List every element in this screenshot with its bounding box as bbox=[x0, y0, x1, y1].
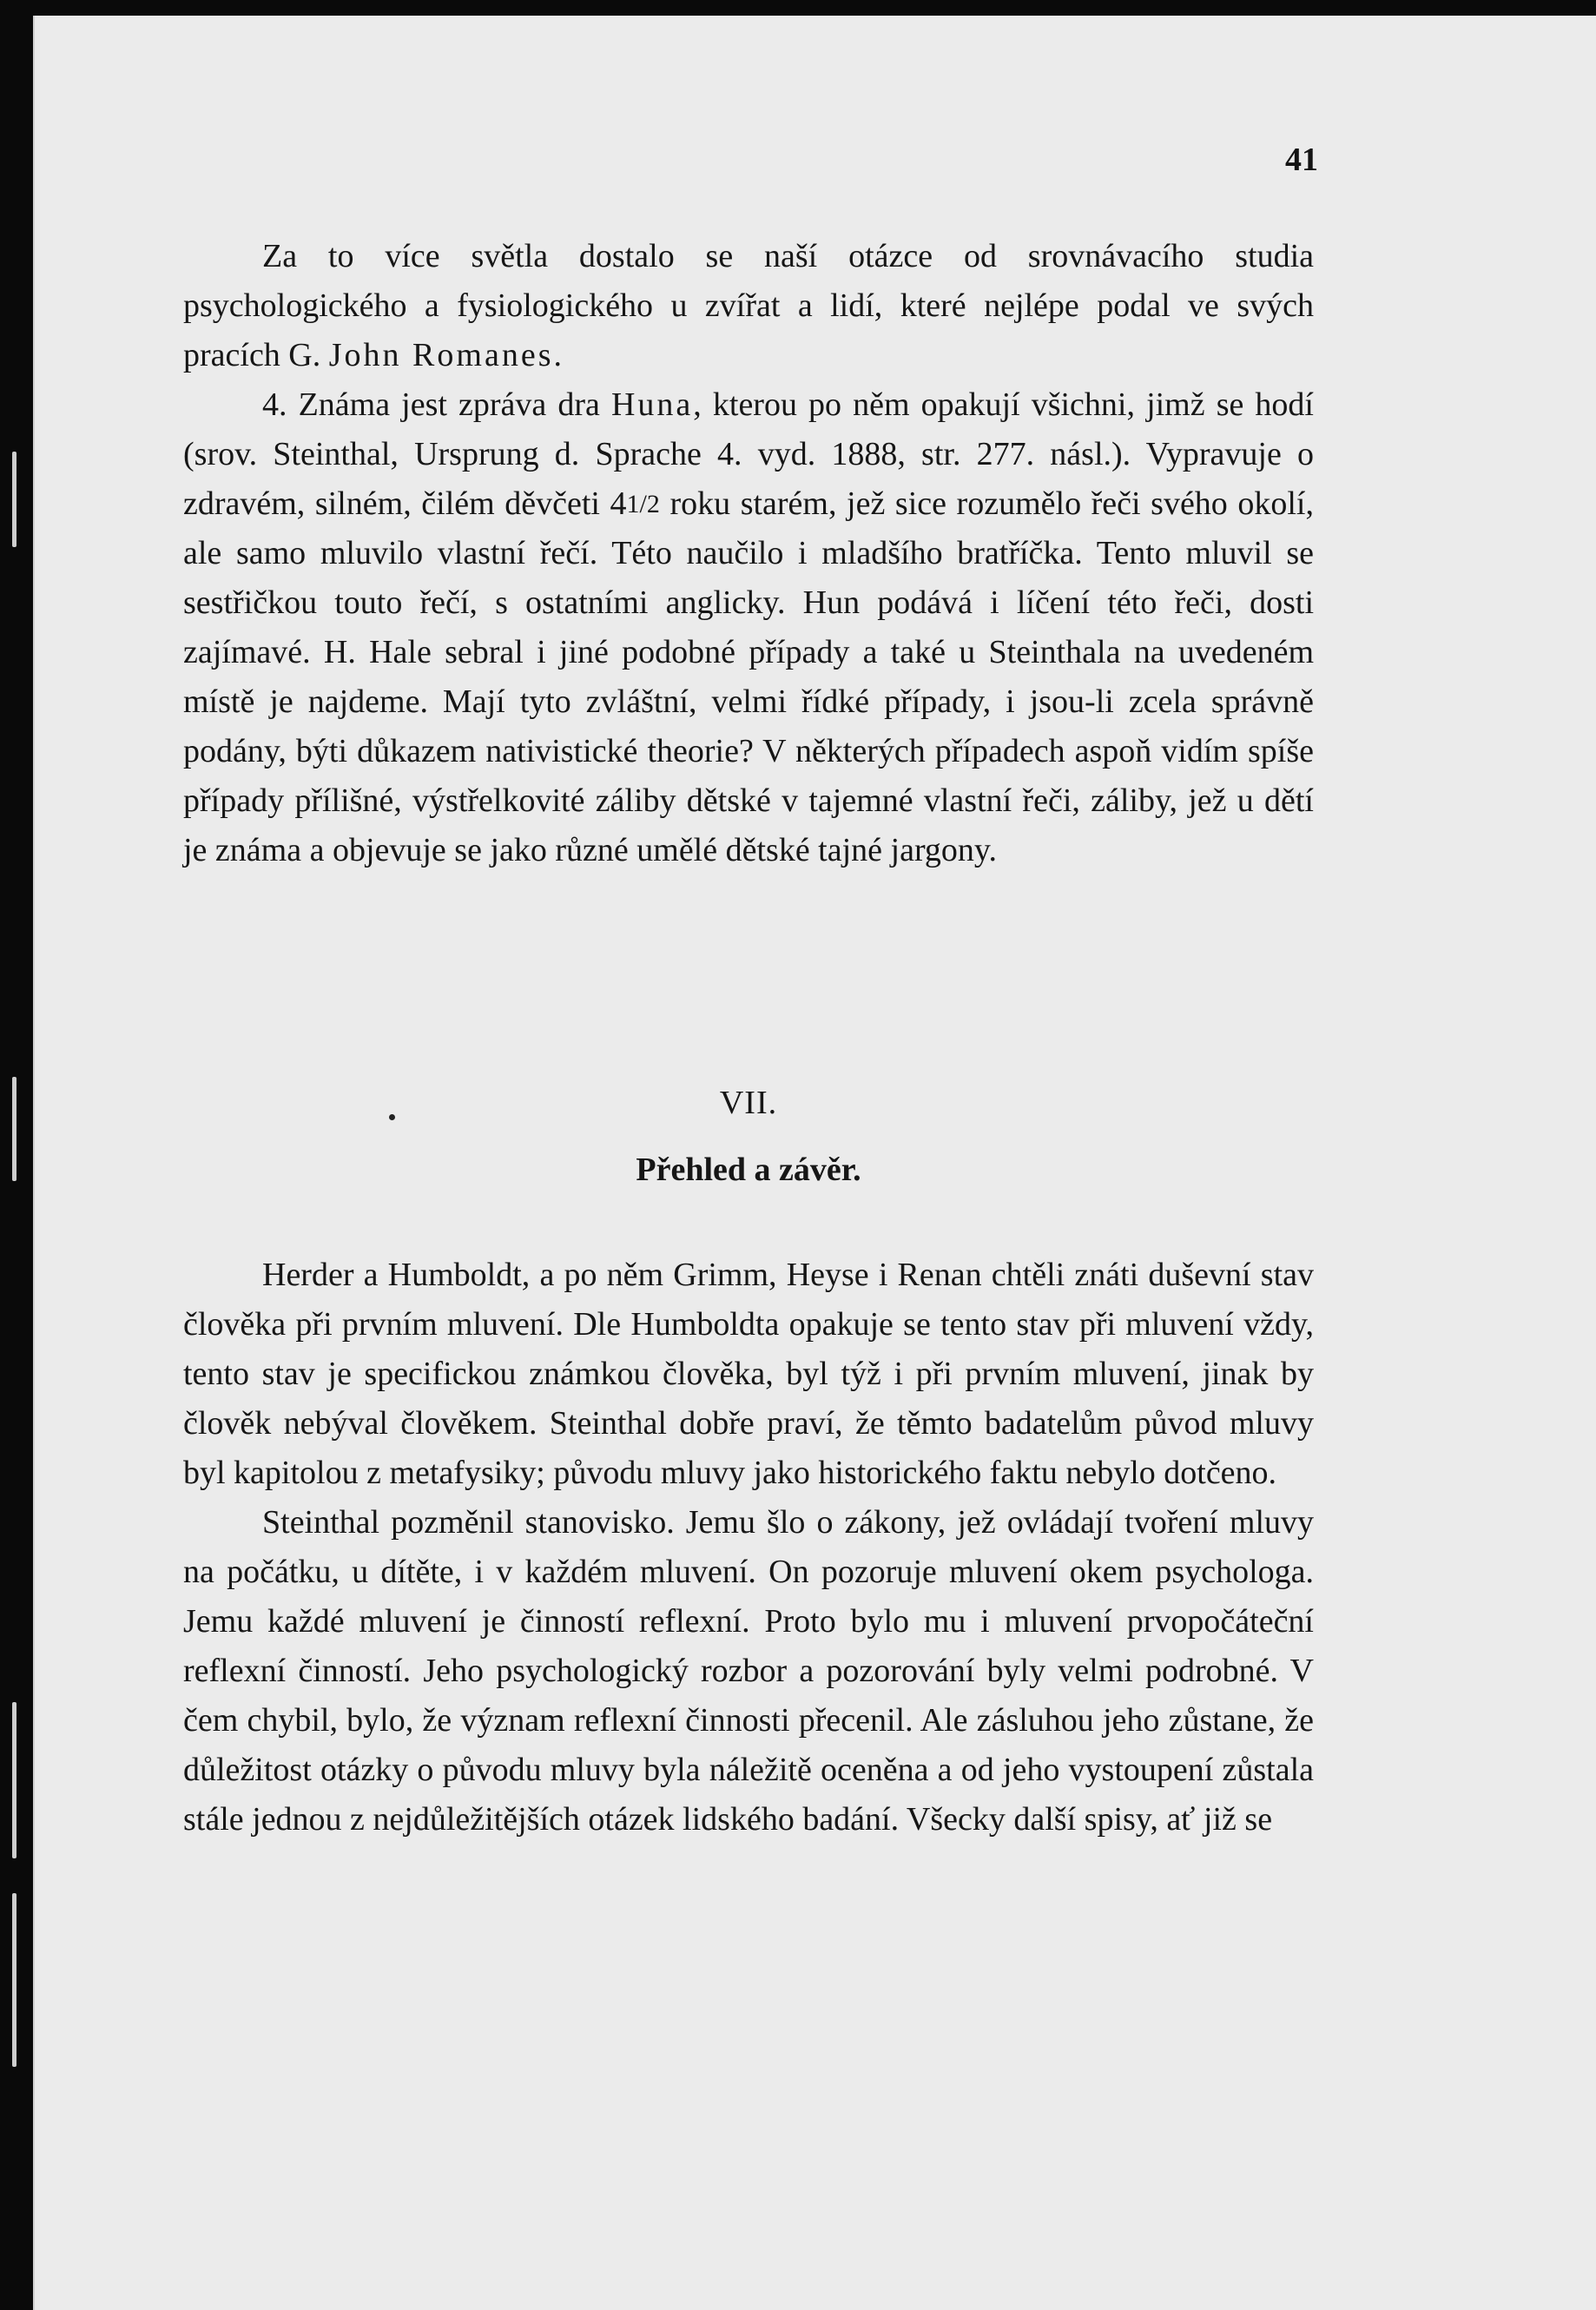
edge-mark bbox=[12, 1077, 16, 1181]
author-name-romanes: John Romanes bbox=[328, 337, 554, 373]
edge-mark bbox=[12, 1893, 16, 2067]
page-edge-marks bbox=[0, 0, 33, 2310]
chapter-title: Přehled a závěr. bbox=[636, 1152, 861, 1188]
author-name-hun: Huna bbox=[610, 386, 694, 423]
text-block-upper bbox=[183, 232, 1314, 875]
paragraph-hun: 4. Známa jest zpráva dra Huna, kterou po něm opakují všichni, jimž se hodí (srov. Steinthal, Ursprung d. Sprache 4. vyd. 1888, str. 277. násl.). Vypravuje o zdravém, silném, čilém děvčeti 41/2 roku starém, jež sice rozumělo řeči svého okolí, ale samo mluvilo vlastní řečí. Této naučilo i mladšího bratříčka. Tento mluvil se sestřičkou touto řečí, s ostatními anglicky. Hun podává i líčení této řeči, dosti zajímavé. H. Hale sebral i jiné podobné případy a také u Steinthala na uvedeném místě je najdeme. Mají tyto zvláštní, velmi řídké případy, i jsou-li zcela správně podány, býti důkazem nativistické theorie? V některých případech aspoň vidím spíše případy přílišné, výstřelkovité záliby dětské v tajemné vlastní řeči, záliby, jež u dětí je známa a objevuje se jako různé umělé dětské tajné jargony. bbox=[183, 386, 1314, 868]
edge-mark bbox=[12, 1702, 16, 1858]
text-block-lower bbox=[183, 1251, 1314, 1845]
paragraph-steinthal: Steinthal pozměnil stanovisko. Jemu šlo o zákony, jež ovládají tvoření mluvy na počátku, u dítěte, i v každém mluvení. On pozoruje mluvení okem psychologa. Jemu každé mluvení je činností reflexní. Proto bylo mu i mluvení prvopočáteční reflexní činností. Jeho psychologický rozbor a pozorování byly velmi podrobné. V čem chybil, bylo, že význam reflexní činnosti přecenil. Ale zásluhou jeho zůstane, že důležitost otázky o původu mluvy byla náležitě oceněna a od jeho vystoupení zůstala stále jednou z nejdůležitějších otázek lidského badání. Všecky další spisy, ať již se bbox=[183, 1504, 1314, 1838]
chapter-number: VII. bbox=[719, 1085, 778, 1121]
edge-mark bbox=[12, 452, 16, 547]
paragraph-herder: Herder a Humboldt, a po něm Grimm, Heyse i Renan chtěli znáti duševní stav člověka při prvním mluvení. Dle Humboldta opakuje se tento stav při mluvení vždy, tento stav je specifickou známkou člověka, byl týž i při prvním mluvení, jinak by člověk nebýval člověkem. Steinthal dobře praví, že těmto badatelům původ mluvy byl kapitolou z metafysiky; původu mluvy jako historického faktu nebylo dotčeno. bbox=[183, 1257, 1314, 1491]
paragraph-romanes: Za to více světla dostalo se naší otázce od srovnávacího studia psychologického a fysiologického u zvířat a lidí, které nejlépe podal ve svých pracích G. John Romanes. bbox=[183, 238, 1314, 373]
page-number: 41 bbox=[1285, 142, 1318, 178]
fraction: 1/2 bbox=[626, 490, 660, 518]
